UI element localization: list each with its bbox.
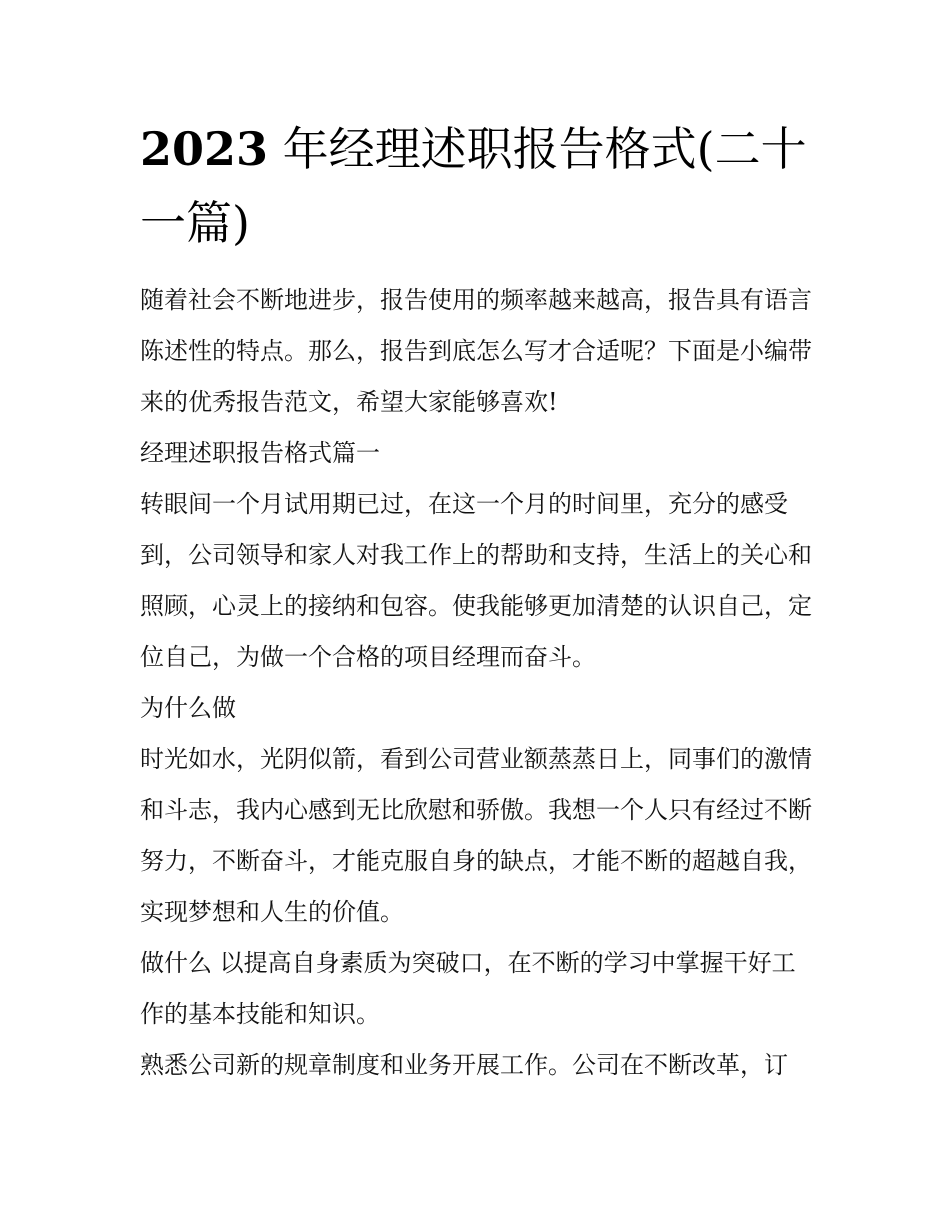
body-paragraph: 熟悉公司新的规章制度和业务开展工作。公司在不断改革，订	[140, 1051, 788, 1079]
body-paragraph: 做什么 以提高自身素质为突破口，在不断的学习中掌握干好工作的基本技能和知识。	[140, 949, 796, 1028]
section-heading: 经理述职报告格式篇一	[140, 439, 380, 467]
document-title	[140, 112, 820, 260]
subheading-why: 为什么做	[140, 694, 236, 722]
body-paragraph: 时光如水，光阴似箭，看到公司营业额蒸蒸日上，同事们的激情和斗志，我内心感到无比欣慰和骄傲。我想一个人只有经过不断努力，不断奋斗，才能克服自身的缺点，才能不断的超越自我，实现梦想和人生的价值。	[140, 745, 812, 926]
document-body	[140, 275, 812, 1091]
title-year: 2023	[140, 122, 269, 176]
intro-paragraph: 随着社会不断地进步，报告使用的频率越来越高，报告具有语言陈述性的特点。那么，报告到底怎么写才合适呢？下面是小编带来的优秀报告范文，希望大家能够喜欢!	[140, 286, 812, 416]
title-text: 年经理述职报告格式(二十一篇)	[140, 122, 807, 250]
body-paragraph: 转眼间一个月试用期已过，在这一个月的时间里，充分的感受到，公司领导和家人对我工作上的帮助和支持，生活上的关心和照顾，心灵上的接纳和包容。使我能够更加清楚的认识自己，定位自己，为做一个合格的项目经理而奋斗。	[140, 490, 812, 671]
